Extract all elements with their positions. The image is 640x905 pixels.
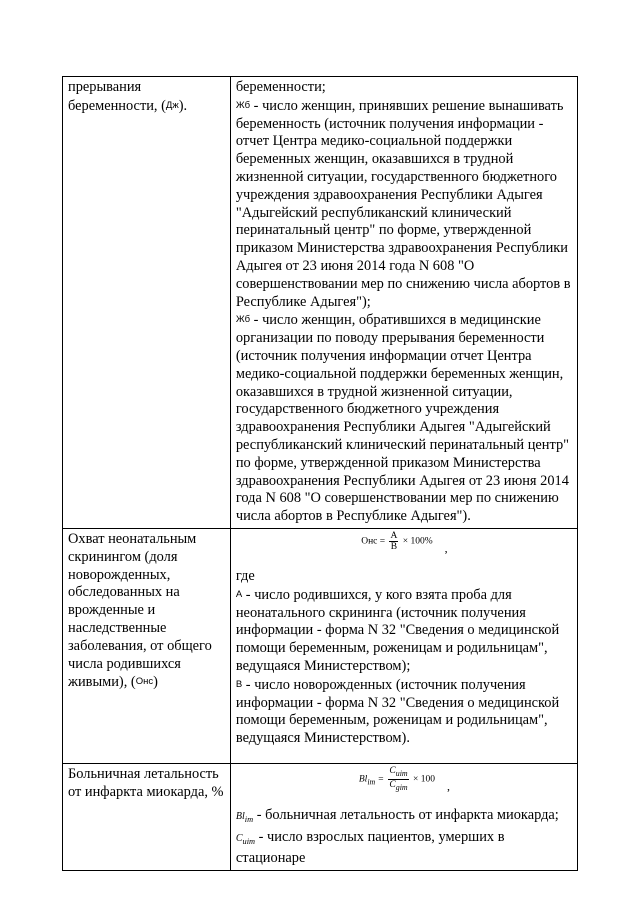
indicator-symbol: Дж — [165, 99, 179, 111]
indicator-name-cell — [63, 763, 231, 870]
table-row — [63, 77, 578, 529]
indicator-name: беременности, ( — [68, 97, 166, 114]
definition-text: - больничная летальность от инфаркта миокарда; — [253, 806, 559, 823]
definition-text: - число женщин, принявших решение вынашивать беременность (источник получения информации - отчет Центра медико-социальной поддержки беременных женщин, оказавшихся в трудной жизненной ситуации, государственного бюджетного учреждения здравоохранения Республики Адыгея "Адыгейский республиканский клинический перинатальный центр" по форме, утвержденной приказом Министерства здравоохранения Республики Адыгея от 23 июня 2014 года N 608 "О совершенствовании мер по снижению числа абортов в Республике Адыгея"); — [235, 97, 571, 310]
indicator-name: ). — [178, 97, 188, 114]
definition-item — [236, 677, 559, 746]
definition-item — [236, 587, 559, 674]
definition-item — [236, 98, 571, 310]
variable-symbol: Жб — [235, 99, 251, 111]
table-row — [63, 528, 578, 763]
formula: Онс = $\frac{A}{B}$ × 100% , — [361, 530, 448, 555]
variable-symbol: B — [235, 678, 243, 690]
definition-item — [236, 829, 505, 867]
definition-item — [236, 807, 559, 823]
definition-item — [236, 312, 569, 524]
indicator-name: прерывания — [68, 79, 142, 95]
indicator-name: Больничная летальность от инфаркта миокарда, % — [68, 765, 224, 800]
definition-text: - число взрослых пациентов, умерших в стационаре — [235, 828, 505, 867]
where-label: где — [235, 567, 255, 584]
formula: $Bl_{im}$ = $\frac{C_{uim}}{C_{gim}}$ × 100 , — [358, 765, 450, 793]
method-cell — [230, 528, 577, 763]
variable-symbol: Жб — [235, 314, 251, 326]
indicator-name-cell — [63, 77, 231, 529]
fraction: $\frac{C_{uim}}{C_{gim}}$ — [389, 765, 408, 792]
variable-symbol: A — [235, 588, 243, 600]
table-row — [63, 763, 578, 870]
indicator-symbol: Онс — [135, 676, 154, 688]
indicator-name: Охват неонатальным скринингом (доля новорожденных, обследованных на врожденные и наследственные заболевания, от общего числа родившихся живыми), ( — [68, 530, 212, 691]
definition-text: - число женщин, обратившихся в медицинские организации по поводу прерывания беременности (источник получения информации отчет Центра медико-социальной поддержки беременных женщин, оказавшихся в трудной жизненной ситуации, государственного бюджетного учреждения здравоохранения Республики Адыгея "Адыгейский республиканский клинический перинатальный центр" по форме, утвержденной приказом Министерства здравоохранения Республики Адыгея от 23 июня 2014 года N 608 "О совершенствовании мер по снижению числа абортов в Республике Адыгея"). — [235, 312, 570, 525]
variable-symbol: $Bl_{im}$ — [235, 810, 254, 824]
fraction: $\frac{A}{B}$ — [390, 530, 398, 552]
method-cell — [230, 763, 577, 870]
definition-text: - число родившихся, у кого взята проба для неонатального скрининга (источник получения информации - форма N 32 "Сведения о медицинской помощи беременным, роженицам и родильницам", ведущаяся Министерством); — [235, 586, 560, 674]
method-text: беременности; — [235, 79, 326, 95]
variable-symbol: $C_{uim}$ — [235, 832, 256, 846]
definition-text: - число новорожденных (источник получения информации - форма N 32 "Сведения о медицинской помощи беременным, роженицам и родильницам", ведущаяся Министерством). — [235, 676, 560, 747]
method-cell — [230, 77, 577, 529]
indicator-table — [62, 76, 578, 871]
indicator-name-cell: Охват неонатальным скринингом (доля новорожденных, обследованных на врожденные и наследственные заболевания, от общего числа родившихся живыми), (Онс) — [63, 528, 231, 763]
